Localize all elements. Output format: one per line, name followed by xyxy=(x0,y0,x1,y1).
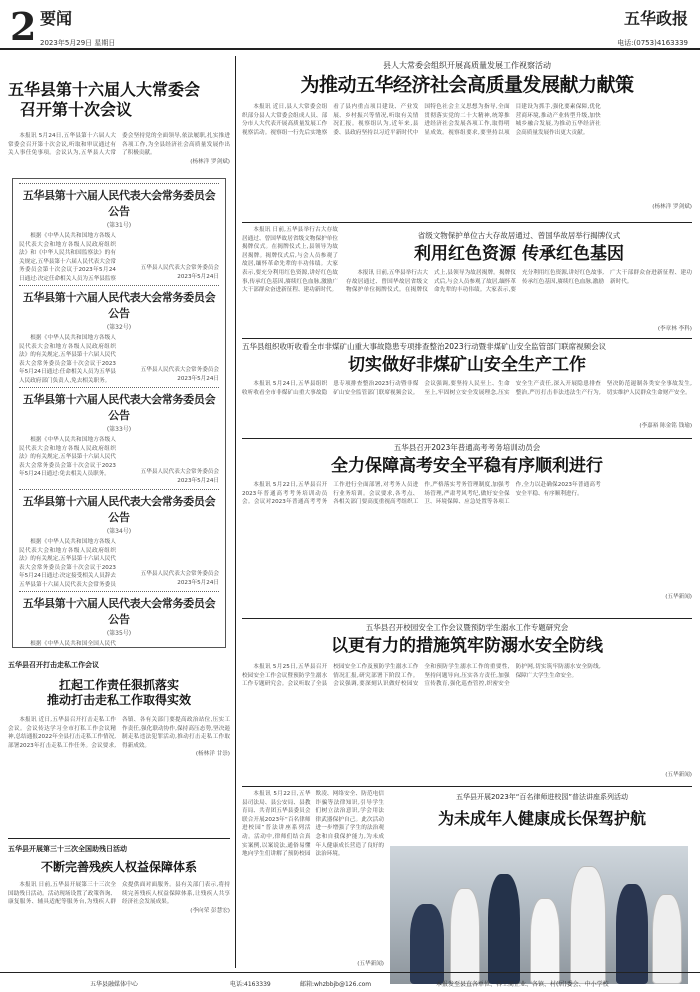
disability-byline: (李向荣 彭慧宏) xyxy=(190,907,230,914)
footer-distribution: 本报发至县直各单位、各工商企业、各镇、村(居)委会、中小学校 xyxy=(436,981,609,988)
exam-article xyxy=(242,442,692,602)
notice-number: (第33号) xyxy=(106,426,132,433)
notice-signer: 五华县人民代表大会常务委员会 xyxy=(140,469,219,475)
notice-title: 五华县第十六届人民代表大会常务委员会公告 xyxy=(22,495,216,524)
notice-5 xyxy=(19,591,219,648)
notice-title: 五华县第十六届人民代表大会常务委员会公告 xyxy=(22,291,216,320)
right-divider-5 xyxy=(242,786,692,787)
lead-right-byline: (杨林洋 罗剑斌) xyxy=(652,204,692,210)
mine-safety-body: 本报讯 5月24日,五华县组织收听收看全市非煤矿山重大事故隐患专项排查整治2023行动暨非煤矿山安全监管部门联席视频会议。会议强调,要坚持人民至上、生命至上,牢固树立安全发展理念,压实安全生产责任,深入开展隐患排查整治,严厉打击非法违法生产行为,坚决防范遏制各类安全事故发生,切实维护人民群众生命财产安全。 xyxy=(242,381,692,396)
anti-drowning-article xyxy=(242,622,692,780)
issue-date: 2023年5月29日 星期日 xyxy=(40,39,116,47)
lead-left-byline: (杨林洋 罗剑斌) xyxy=(190,158,230,165)
lead-left-body: 本报讯 5月24日,五华县第十六届人大常委会召开第十次会议,听取和审议通过有关人事任免事项。会议认为,五华县人大常委会坚持党的全面领导,依法履职,扎实推进各项工作,为全县经济社会高质量发展作出了积极贡献。 xyxy=(8,133,230,157)
exam-kicker: 五华县召开2023年普通高考考务培训动员会 xyxy=(393,443,541,452)
law-byline: (五华新闻) xyxy=(357,961,384,967)
page-number: 2 xyxy=(10,4,37,49)
mine-safety-byline: (李嘉裕 陈金铭 钱瑜) xyxy=(639,423,692,429)
right-divider-3 xyxy=(242,438,692,439)
mine-safety-kicker: 五华县组织收听收看全市非煤矿山重大事故隐患专项排查整治2023行动暨非煤矿山安全监管部门联席视频会议 xyxy=(242,342,607,351)
lead-right-article xyxy=(242,60,692,212)
notice-date: 2023年5月24日 xyxy=(177,375,219,382)
right-divider-2 xyxy=(242,338,692,339)
lead-left-title-1: 五华县第十六届人大常委会 xyxy=(8,80,201,99)
notice-number: (第34号) xyxy=(106,528,132,535)
notice-title: 五华县第十六届人民代表大会常务委员会公告 xyxy=(22,189,216,218)
notice-signer: 五华县人民代表大会常务委员会 xyxy=(140,265,219,271)
notice-body: 根据《中华人民共和国地方各级人民代表大会和地方各级人民政府组织法》的有关规定,五华县第十六届人民代表大会常务委员会第十次会议于2023年5月24日通过:决定接受相关人员辞去五华县第十六届人民代表大会常务委员 xyxy=(19,539,116,588)
notice-date: 2023年5月24日 xyxy=(177,579,219,586)
column-divider xyxy=(235,56,236,968)
right-divider-4 xyxy=(242,618,692,619)
notice-number: (第31号) xyxy=(106,222,132,229)
law-lecture-photo xyxy=(390,846,688,984)
law-title: 为未成年人健康成长保驾护航 xyxy=(437,809,646,828)
disability-body: 本报讯 日前,五华县开展第三十三次全国助残日活动。活动现场设置了政策咨询、康复服务、辅具适配等服务台,为残疾人群众提供面对面服务。县有关部门表示,将持续完善残疾人权益保障体系,让残疾人共享经济社会发展成果。 xyxy=(8,882,230,906)
notices-block xyxy=(12,178,226,648)
red-gene-body: 本报讯 日前,五华县举行古大存故居通过、曾国华故居省级文物保护单位揭牌仪式。在揭牌仪式上,县领导为故居揭牌。揭牌仪式后,与会人员参观了故居,缅怀革命先辈的丰功伟绩。大家表示,要充分利用红色资源,讲好红色故事,传承红色基因,赓续红色血脉,激励广大干部群众奋进新征程、建功新时代。 xyxy=(346,270,692,294)
exam-byline: (五华新闻) xyxy=(665,594,692,600)
footer-phone: 电话:4163339 xyxy=(230,981,271,988)
right-divider-1 xyxy=(242,222,692,223)
lead-left-title-2: 召开第十次会议 xyxy=(20,100,133,119)
red-gene-byline: (李章林 李科) xyxy=(657,326,692,332)
anti-drowning-body: 本报讯 5月25日,五华县召开校园安全工作会议暨预防学生溺水工作专题研究会。会议听取了全县校园安全工作及预防学生溺水工作情况汇报,研究部署下阶段工作。会议强调,要深刻认识做好校园安全和预防学生溺水工作的重要性,坚持问题导向,压实各方责任,加强宣传教育,强化巡查管控,织密安全防护网,切实筑牢防溺水安全防线,保障广大学生生命安全。 xyxy=(242,664,601,688)
notice-number: (第35号) xyxy=(106,630,132,637)
anti-drowning-title: 以更有力的措施筑牢防溺水安全防线 xyxy=(331,636,603,656)
red-gene-kicker: 省级文物保护单位古大存故居通过、曾国华故居举行揭牌仪式 xyxy=(417,231,621,240)
lead-right-kicker: 县人大常委会组织开展高质量发展工作视察活动 xyxy=(383,61,551,70)
notice-date: 2023年5月24日 xyxy=(177,477,219,484)
masthead xyxy=(0,0,700,50)
notice-date: 2023年5月24日 xyxy=(177,273,219,280)
notice-signer: 五华县人民代表大会常务委员会 xyxy=(140,571,219,577)
anti-smuggling-kicker: 五华县召开打击走私工作会议 xyxy=(8,661,99,669)
notice-1 xyxy=(19,183,219,282)
anti-smuggling-title-2: 推动打击走私工作取得实效 xyxy=(46,693,191,707)
notice-list xyxy=(19,183,219,648)
editor-line: 电话:(0753)4163339 xyxy=(617,39,688,47)
anti-drowning-kicker: 五华县召开校园安全工作会议暨预防学生溺水工作专题研究会 xyxy=(365,623,569,632)
footer xyxy=(0,972,700,992)
disability-kicker: 五华县开展第三十三次全国助残日活动 xyxy=(8,845,127,853)
lead-right-body: 本报讯 近日,县人大常委会组织部分县人大常委会组成人员、部分市人大代表开展高质量发展工作视察活动。视察组一行先后实地察看了县内重点项目建设、产业发展、乡村振兴等情况,听取有关情况汇报。视察组认为,近年来,县委、县政府坚持以习近平新时代中国特色社会主义思想为指导,全面贯彻落实党的二十大精神,统筹推进经济社会发展各项工作,取得明显成效。视察组要求,要坚持以项目建设为抓手,强化要素保障,优化营商环境,推动产业转型升级,加快城乡融合发展,为推动五华经济社会高质量发展作出更大贡献。 xyxy=(242,104,601,136)
notice-3 xyxy=(19,387,219,486)
notice-body: 根据《中华人民共和国地方各级人民代表大会和地方各级人民政府组织法》的有关规定,五华县第十六届人民代表大会常务委员会第十次会议于2023年5月24日通过:任命相关人员为五华县人民政府部门负责人,免去相关职务。 xyxy=(19,335,116,384)
disability-article xyxy=(8,844,230,915)
red-gene-article xyxy=(242,226,692,336)
mine-safety-title: 切实做好非煤矿山安全生产工作 xyxy=(348,355,586,375)
exam-title: 全力保障高考安全平稳有序顺利进行 xyxy=(331,456,603,476)
exam-body: 本报讯 5月22日,五华县召开2023年普通高考考务培训动员会。会议对2023年普通高考考务工作进行全面部署,对考务人员进行业务培训。会议要求,各考点、各相关部门要高度重视高考组织工作,严格落实考务管理制度,加强考场管理,严肃考风考纪,做好安全保卫、环境保障、应急处置等各项工作,全力以赴确保2023年普通高考安全平稳、有序顺利进行。 xyxy=(242,482,601,506)
left-divider xyxy=(8,838,230,839)
notice-body: 根据《中华人民共和国地方各级人民代表大会和地方各级人民政府组织法》的有关规定,五华县第十六届人民代表大会常务委员会第十次会议于2023年5月24日通过:免去相关人员职务。 xyxy=(19,437,116,478)
notice-4 xyxy=(19,489,219,588)
section-title: 要闻 xyxy=(40,9,73,28)
law-kicker: 五华县开展2023年“百名律师进校园”普法讲座系列活动 xyxy=(455,793,629,801)
footer-org: 五华县融媒体中心 xyxy=(90,981,139,988)
red-gene-side-text: 本报讯 日前,五华县举行古大存故居通过、曾国华故居省级文物保护单位揭牌仪式。在揭牌仪式上,县领导为故居揭牌。揭牌仪式后,与会人员参观了故居,缅怀革命先辈的丰功伟绩。大家表示,要充分利用红色资源,讲好红色故事,传承红色基因,赓续红色血脉,激励广大干部群众奋进新征程、建功新时代。 xyxy=(242,227,338,294)
anti-smuggling-body: 本报讯 近日,五华县召开打击走私工作会议。会议传达学习全市打私工作会议精神,总结通报2022年全县打击走私工作情况,部署2023年打击走私工作任务。会议要求,各镇、各有关部门要提高政治站位,压实工作责任,强化联动协作,保持高压态势,坚决遏制走私违法犯罪活动,推动打击走私工作取得新成效。 xyxy=(8,717,230,749)
red-gene-title: 利用红色资源 传承红色基因 xyxy=(414,244,624,264)
notice-body: 根据《中华人民共和国全国人民代 xyxy=(30,641,116,647)
notice-2 xyxy=(19,285,219,384)
mine-safety-article xyxy=(242,342,692,431)
anti-smuggling-byline: (杨林洋 甘崇) xyxy=(195,751,230,758)
disability-title: 不断完善残疾人权益保障体系 xyxy=(40,860,197,874)
notice-title: 五华县第十六届人民代表大会常务委员会公告 xyxy=(22,597,216,626)
law-body: 本报讯 5月22日,五华县司法局、县公安局、县教育局、共青团五华县委员会联合开展2023年“百名律师进校园”普法讲座系列活动。活动中,律师们结合真实案例,以案说法,通俗易懂地向学生们讲解了预防校园欺凌、网络安全、防范电信诈骗等法律知识,引导学生们树立法治意识,学会用法律武器保护自己。此次活动进一步增强了学生的法治观念和自我保护能力,为未成年人健康成长营造了良好的法治环境。 xyxy=(242,791,384,858)
notice-body: 根据《中华人民共和国地方各级人民代表大会和地方各级人民政府组织法》和《中华人民共和国监察法》的有关规定,五华县第十六届人民代表大会常务委员会第十次会议于2023年5月24日通过:决定任命相关人员为五华县监察 xyxy=(19,233,116,282)
lead-left-article xyxy=(8,56,230,166)
anti-smuggling-title-1: 扛起工作责任狠抓落实 xyxy=(58,678,179,692)
notice-signer: 五华县人民代表大会常务委员会 xyxy=(140,367,219,373)
anti-smuggling-article xyxy=(8,660,230,759)
notice-number: (第32号) xyxy=(106,324,132,331)
notice-title: 五华县第十六届人民代表大会常务委员会公告 xyxy=(22,393,216,422)
newspaper-brand: 五华政报 xyxy=(623,9,688,28)
anti-drowning-byline: (五华新闻) xyxy=(665,772,692,778)
lead-right-title: 为推动五华经济社会高质量发展献力献策 xyxy=(300,74,634,96)
footer-email: 邮箱:whzbbjb@126.com xyxy=(300,981,372,988)
